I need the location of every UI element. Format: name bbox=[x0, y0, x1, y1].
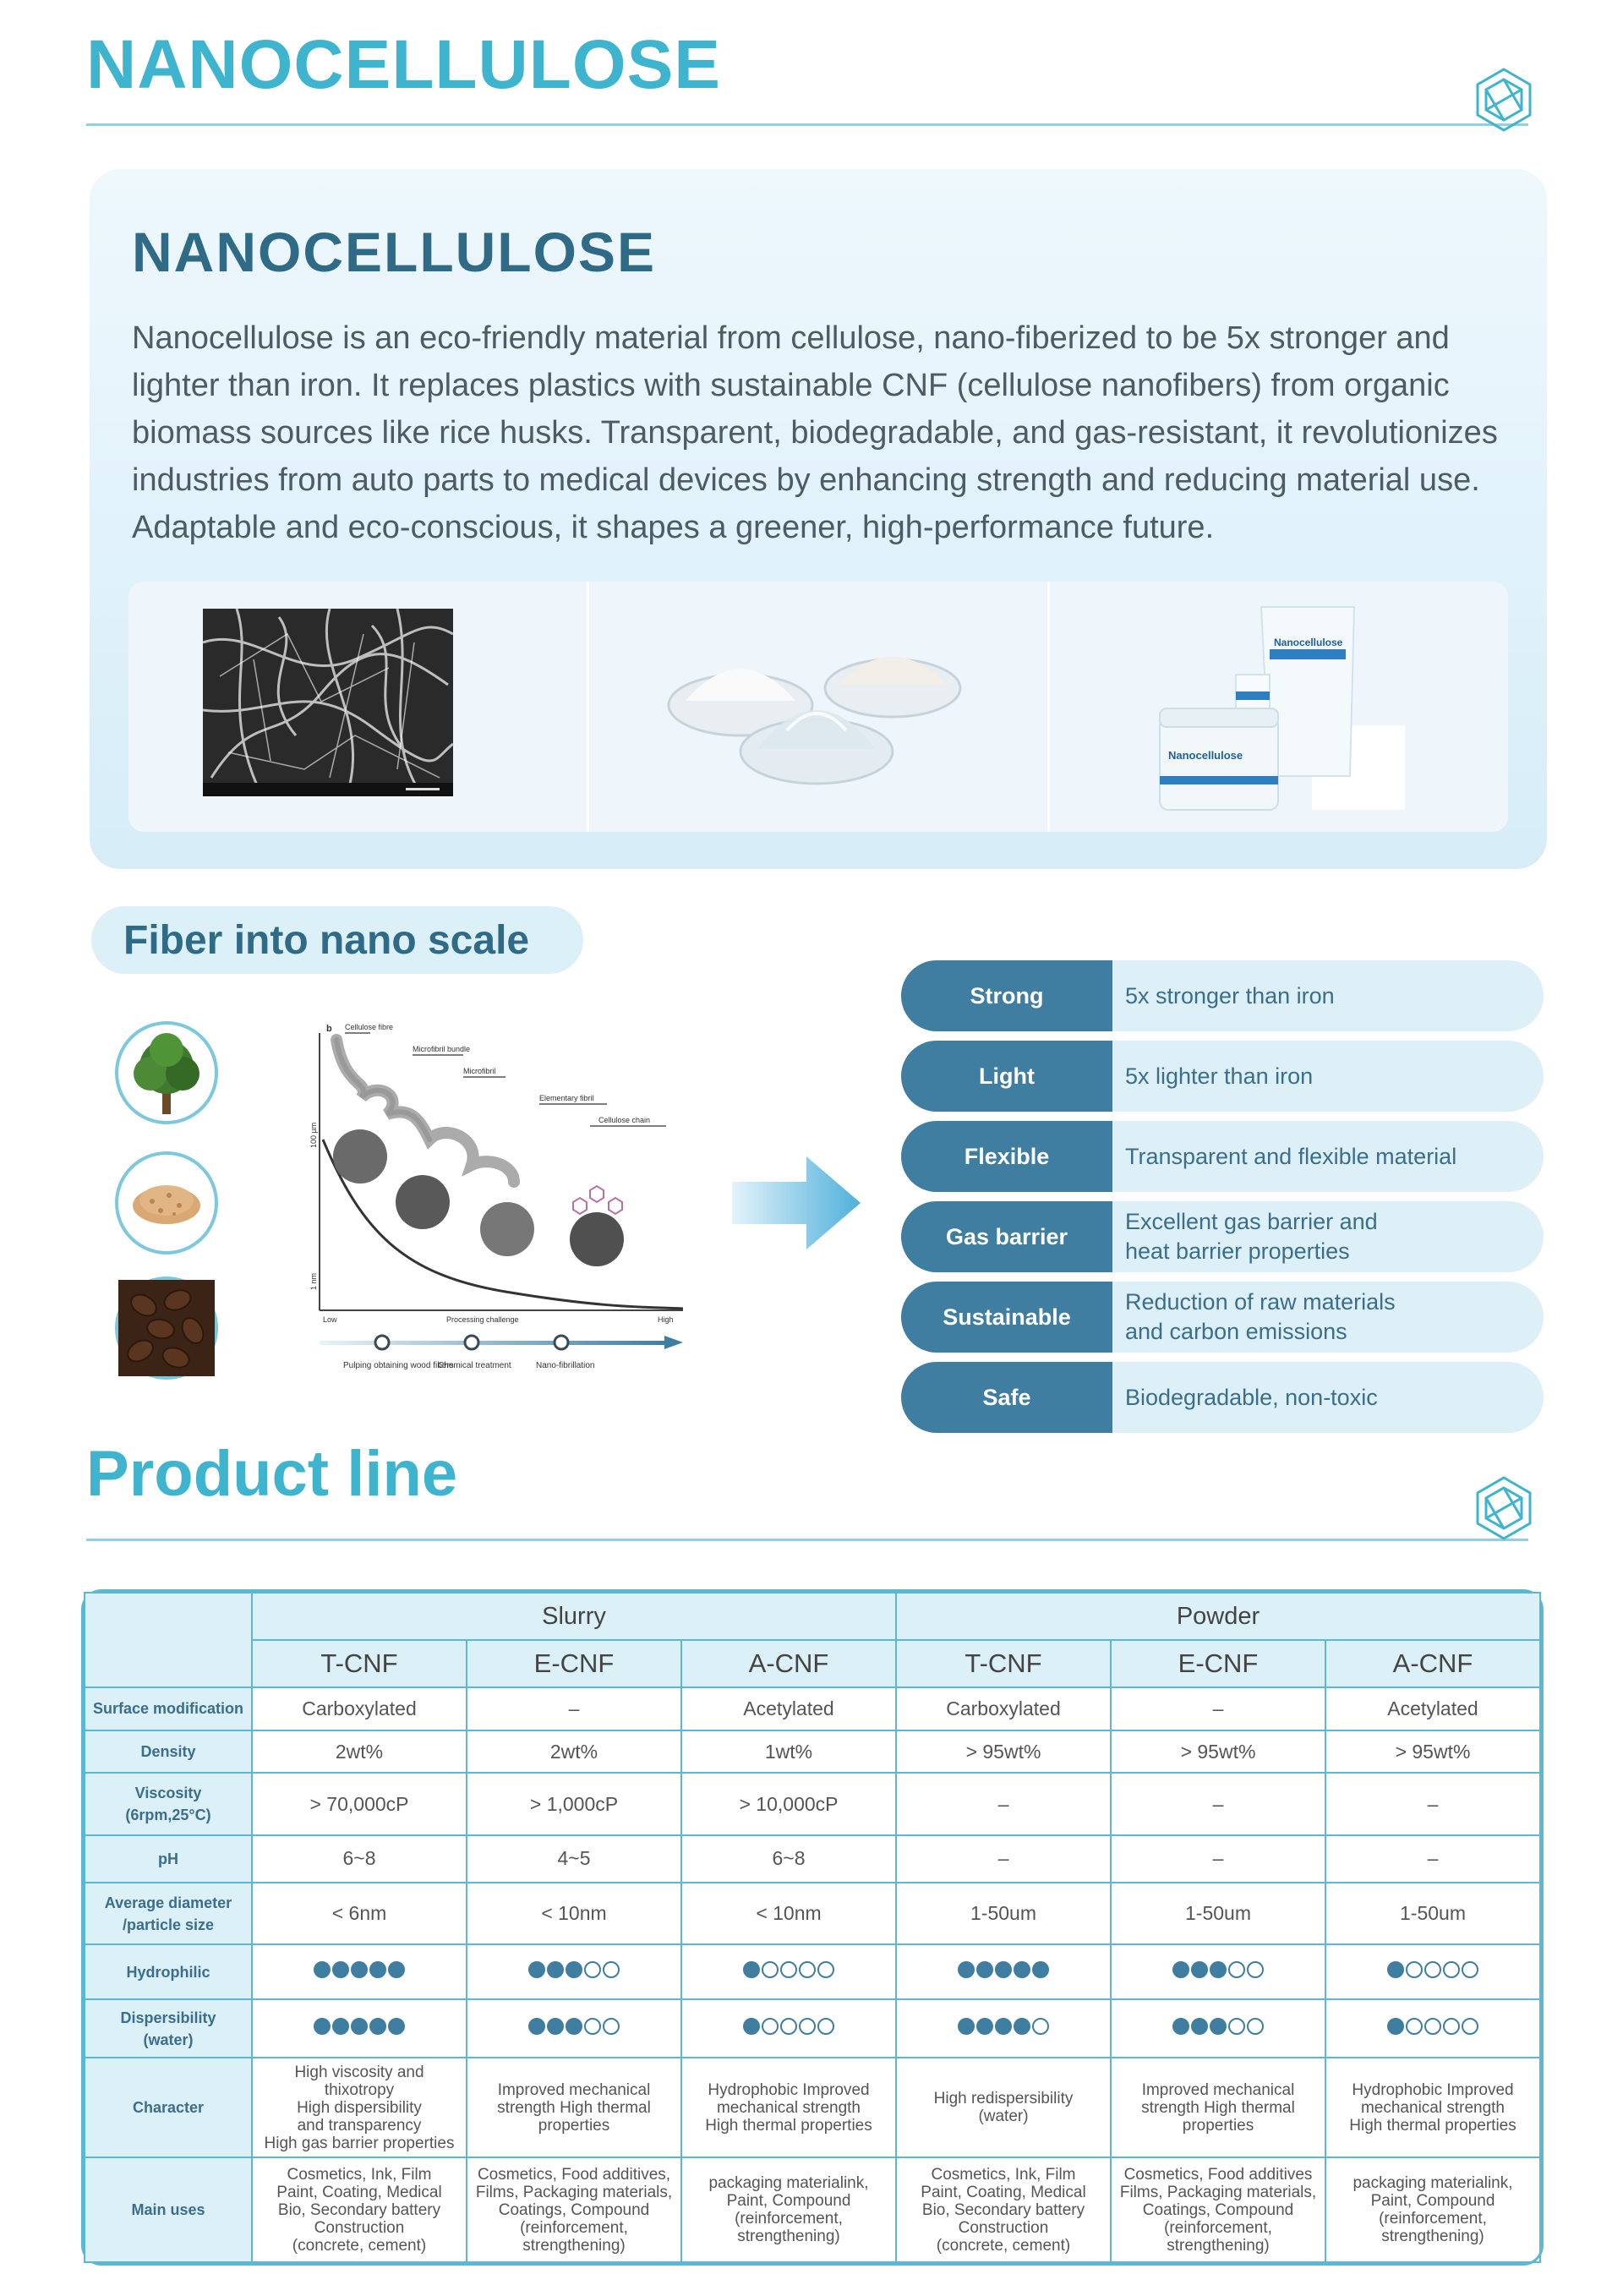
column-header: A-CNF bbox=[681, 1640, 896, 1687]
rating-cell bbox=[1111, 1944, 1325, 1999]
table-cell: Hydrophobic Improved mechanical strength High thermal properties bbox=[681, 2058, 896, 2157]
table-cell: Carboxylated bbox=[252, 1687, 467, 1730]
rating-dot-filled bbox=[995, 2018, 1012, 2035]
table-cell: Cosmetics, Food additives Films, Packaging materials, Coatings, Compound (reinforcement, strengthening) bbox=[1111, 2157, 1325, 2262]
rating-dot-filled bbox=[958, 1961, 975, 1978]
table-cell: 2wt% bbox=[467, 1730, 681, 1774]
table-row bbox=[85, 1999, 1540, 2058]
rating-dot-filled bbox=[314, 2018, 331, 2035]
rating-dot-filled bbox=[528, 1961, 545, 1978]
table-row bbox=[85, 1730, 1540, 1774]
rating-cell bbox=[467, 1999, 681, 2058]
table-row bbox=[85, 1944, 1540, 1999]
rating-cell bbox=[1111, 1999, 1325, 2058]
table-cell: 4~5 bbox=[467, 1835, 681, 1883]
rating-dot-filled bbox=[976, 1961, 993, 1978]
table-cell: – bbox=[1111, 1835, 1325, 1883]
rating-dot-filled bbox=[1172, 2018, 1189, 2035]
rating-dot-empty bbox=[817, 2018, 834, 2035]
page-title: NANOCELLULOSE bbox=[86, 26, 721, 103]
rating-dot-filled bbox=[976, 2018, 993, 2035]
hydrophilic-rating bbox=[1387, 1961, 1478, 1978]
rating-dot-filled bbox=[314, 1961, 331, 1978]
rating-dot-filled bbox=[332, 2018, 349, 2035]
property-description: Reduction of raw materials and carbon emissions bbox=[1125, 1289, 1396, 1344]
table-cell: 1-50um bbox=[896, 1883, 1111, 1944]
row-header: Viscosity (6rpm,25°C) bbox=[85, 1773, 252, 1834]
table-cell: 6~8 bbox=[681, 1835, 896, 1883]
property-list bbox=[901, 960, 1544, 1442]
property-description: Biodegradable, non-toxic bbox=[1125, 1384, 1378, 1410]
rating-cell bbox=[681, 1944, 896, 1999]
diagram-panel-letter: b bbox=[326, 1024, 332, 1034]
table-cell: packaging materialink, Paint, Compound (reinforcement, strengthening) bbox=[1325, 2157, 1540, 2262]
rating-dot-empty bbox=[817, 1961, 834, 1978]
table-cell: 6~8 bbox=[252, 1835, 467, 1883]
rating-cell bbox=[252, 1944, 467, 1999]
product-line-title: Product line bbox=[86, 1438, 458, 1510]
step-pulping: Pulping obtaining wood fibers bbox=[343, 1361, 454, 1370]
dispersibility-rating bbox=[314, 2018, 405, 2035]
rating-dot-filled bbox=[388, 2018, 405, 2035]
rating-dot-empty bbox=[1032, 2018, 1049, 2035]
image-strip bbox=[128, 582, 1508, 832]
table-cell: Acetylated bbox=[681, 1687, 896, 1730]
table-cell: – bbox=[896, 1835, 1111, 1883]
rating-dot-filled bbox=[547, 1961, 564, 1978]
table-cell: High viscosity and thixotropy High dispersibility and transparency High gas barrier properties bbox=[252, 2058, 467, 2157]
rating-dot-filled bbox=[995, 1961, 1012, 1978]
property-label: Strong bbox=[901, 960, 1112, 1031]
column-header: T-CNF bbox=[896, 1640, 1111, 1687]
rating-dot-filled bbox=[528, 2018, 545, 2035]
row-header: Dispersibility (water) bbox=[85, 1999, 252, 2058]
rating-dot-filled bbox=[1387, 2018, 1404, 2035]
rating-dot-filled bbox=[566, 2018, 582, 2035]
rating-dot-empty bbox=[762, 2018, 779, 2035]
diagram-label-0: Cellulose fibre bbox=[345, 1023, 394, 1031]
product-packaging-image bbox=[1050, 582, 1508, 832]
rating-dot-empty bbox=[1247, 1961, 1264, 1978]
dispersibility-rating bbox=[743, 2018, 834, 2035]
rating-dot-empty bbox=[762, 1961, 779, 1978]
rating-dot-filled bbox=[1210, 1961, 1227, 1978]
hydrophilic-rating bbox=[1172, 1961, 1264, 1978]
hydrophilic-rating bbox=[528, 1961, 620, 1978]
table-cell: < 6nm bbox=[252, 1883, 467, 1944]
table-corner bbox=[85, 1593, 252, 1687]
table-cell: Cosmetics, Ink, Film Paint, Coating, Medical Bio, Secondary battery Construction (concrete, cement) bbox=[896, 2157, 1111, 2262]
table-cell: > 1,000cP bbox=[467, 1773, 681, 1834]
rating-dot-filled bbox=[1387, 1961, 1404, 1978]
rating-dot-empty bbox=[584, 2018, 601, 2035]
table-cell: – bbox=[1325, 1835, 1540, 1883]
row-header: Average diameter /particle size bbox=[85, 1883, 252, 1944]
table-row bbox=[85, 1773, 1540, 1834]
table-cell: High redispersibility (water) bbox=[896, 2058, 1111, 2157]
table-row bbox=[85, 1835, 1540, 1883]
tree-image bbox=[115, 1021, 218, 1124]
row-header: Surface modification bbox=[85, 1687, 252, 1730]
table-cell: Hydrophobic Improved mechanical strength High thermal properties bbox=[1325, 2058, 1540, 2157]
diagram-label-2: Microfibril bbox=[463, 1067, 496, 1075]
rating-cell bbox=[467, 1944, 681, 1999]
hydrophilic-rating bbox=[314, 1961, 405, 1978]
rating-dot-empty bbox=[1443, 1961, 1460, 1978]
table-cell: Cosmetics, Food additives, Films, Packaging materials, Coatings, Compound (reinforcement, strengthening) bbox=[467, 2157, 681, 2262]
rating-dot-filled bbox=[369, 1961, 386, 1978]
rating-dot-empty bbox=[799, 1961, 816, 1978]
column-header: E-CNF bbox=[467, 1640, 681, 1687]
table-cell: Carboxylated bbox=[896, 1687, 1111, 1730]
diagram-x-mid: Processing challenge bbox=[446, 1315, 519, 1324]
group-header-powder: Powder bbox=[896, 1593, 1540, 1640]
property-row bbox=[901, 1282, 1544, 1353]
rating-dot-filled bbox=[566, 1961, 582, 1978]
rating-dot-empty bbox=[780, 1961, 797, 1978]
property-label: Flexible bbox=[901, 1121, 1112, 1192]
table-cell: 2wt% bbox=[252, 1730, 467, 1774]
step-nano: Nano-fibrillation bbox=[536, 1361, 595, 1370]
rating-cell bbox=[1325, 1999, 1540, 2058]
property-row bbox=[901, 960, 1544, 1031]
table-row bbox=[85, 2157, 1540, 2262]
rating-dot-filled bbox=[1191, 1961, 1208, 1978]
column-header: E-CNF bbox=[1111, 1640, 1325, 1687]
table-cell: Improved mechanical strength High thermal properties bbox=[1111, 2058, 1325, 2157]
table-cell: – bbox=[1111, 1773, 1325, 1834]
coffee-beans-image bbox=[115, 1276, 218, 1380]
rating-dot-empty bbox=[1406, 2018, 1423, 2035]
rating-dot-empty bbox=[603, 2018, 620, 2035]
table-cell: – bbox=[896, 1773, 1111, 1834]
rating-dot-empty bbox=[1443, 2018, 1460, 2035]
row-header: pH bbox=[85, 1835, 252, 1883]
rating-dot-empty bbox=[1247, 2018, 1264, 2035]
rating-dot-empty bbox=[799, 2018, 816, 2035]
fiber-section-heading: Fiber into nano scale bbox=[91, 906, 583, 974]
rating-dot-empty bbox=[584, 1961, 601, 1978]
property-label: Safe bbox=[901, 1362, 1112, 1433]
table-cell: 1wt% bbox=[681, 1730, 896, 1774]
rating-dot-filled bbox=[743, 1961, 760, 1978]
table-cell: – bbox=[1325, 1773, 1540, 1834]
intro-card bbox=[90, 169, 1547, 869]
intro-description: Nanocellulose is an eco-friendly material from cellulose, nano-fiberized to be 5x stronger and lighter than iron. It replaces plastics with sustainable CNF (cellulose nanofibers) from organic biomass sources like rice husks. Transparent, biodegradable, and gas-resistant, it revolutionizes industries from auto parts to medical devices by enhancing strength and reducing material use. Adaptable and eco-conscious, it shapes a greener, high-performance future. bbox=[132, 320, 1498, 545]
rating-dot-filled bbox=[369, 2018, 386, 2035]
column-header: T-CNF bbox=[252, 1640, 467, 1687]
row-header: Character bbox=[85, 2058, 252, 2157]
right-arrow-icon bbox=[732, 1156, 861, 1249]
diagram-label-1: Microfibril bundle bbox=[413, 1045, 471, 1053]
hydrophilic-rating bbox=[958, 1961, 1049, 1978]
rating-dot-empty bbox=[1462, 2018, 1478, 2035]
table-cell: Improved mechanical strength High thermal properties bbox=[467, 2058, 681, 2157]
row-header: Hydrophilic bbox=[85, 1944, 252, 1999]
property-description: 5x lighter than iron bbox=[1125, 1063, 1314, 1089]
table-cell: > 95wt% bbox=[1111, 1730, 1325, 1774]
table-row bbox=[85, 1687, 1540, 1730]
rating-dot-filled bbox=[351, 2018, 368, 2035]
column-header: A-CNF bbox=[1325, 1640, 1540, 1687]
rating-dot-filled bbox=[1191, 2018, 1208, 2035]
property-label: Gas barrier bbox=[901, 1201, 1112, 1272]
diagram-y-top: 100 µm bbox=[309, 1122, 318, 1148]
table-cell: < 10nm bbox=[681, 1883, 896, 1944]
rating-dot-filled bbox=[388, 1961, 405, 1978]
bag-label: Nanocellulose bbox=[1274, 637, 1343, 648]
rating-dot-filled bbox=[1172, 1961, 1189, 1978]
product-table bbox=[84, 1592, 1541, 2263]
hexagon-logo-icon bbox=[1473, 66, 1535, 134]
table-cell: > 70,000cP bbox=[252, 1773, 467, 1834]
rating-dot-empty bbox=[1228, 2018, 1245, 2035]
rating-dot-empty bbox=[1424, 2018, 1441, 2035]
rating-dot-filled bbox=[743, 2018, 760, 2035]
rating-dot-empty bbox=[1406, 1961, 1423, 1978]
dispersibility-rating bbox=[958, 2018, 1049, 2035]
hydrophilic-rating bbox=[743, 1961, 834, 1978]
table-cell: 1-50um bbox=[1325, 1883, 1540, 1944]
table-cell: Cosmetics, Ink, Film Paint, Coating, Medical Bio, Secondary battery Construction (concrete, cement) bbox=[252, 2157, 467, 2262]
rating-cell bbox=[896, 1944, 1111, 1999]
fiber-processing-diagram bbox=[311, 1021, 691, 1410]
rating-dot-filled bbox=[1032, 1961, 1049, 1978]
rating-dot-empty bbox=[1228, 1961, 1245, 1978]
rating-dot-filled bbox=[958, 2018, 975, 2035]
property-row bbox=[901, 1121, 1544, 1192]
rating-dot-filled bbox=[351, 1961, 368, 1978]
table-cell: < 10nm bbox=[467, 1883, 681, 1944]
table-cell: > 10,000cP bbox=[681, 1773, 896, 1834]
table-cell: – bbox=[1111, 1687, 1325, 1730]
property-description: Transparent and flexible material bbox=[1125, 1143, 1457, 1169]
sem-micrograph-image bbox=[128, 582, 589, 832]
rating-dot-empty bbox=[603, 1961, 620, 1978]
diagram-label-3: Elementary fibril bbox=[539, 1094, 594, 1102]
rating-cell bbox=[1325, 1944, 1540, 1999]
step-chemical: Chemical treatment bbox=[438, 1361, 511, 1370]
property-row bbox=[901, 1041, 1544, 1112]
header-divider bbox=[86, 123, 1528, 126]
property-row bbox=[901, 1362, 1544, 1433]
table-cell: 1-50um bbox=[1111, 1883, 1325, 1944]
table-cell: – bbox=[467, 1687, 681, 1730]
property-label: Light bbox=[901, 1041, 1112, 1112]
table-row bbox=[85, 1883, 1540, 1944]
table-cell: packaging materialink, Paint, Compound (reinforcement, strengthening) bbox=[681, 2157, 896, 2262]
product-table-frame bbox=[81, 1589, 1544, 2266]
row-header: Main uses bbox=[85, 2157, 252, 2262]
rating-dot-filled bbox=[1014, 1961, 1030, 1978]
rating-cell bbox=[252, 1999, 467, 2058]
table-cell: > 95wt% bbox=[896, 1730, 1111, 1774]
rating-dot-empty bbox=[1462, 1961, 1478, 1978]
wood-chips-image bbox=[115, 1151, 218, 1255]
intro-heading: NANOCELLULOSE bbox=[132, 221, 656, 283]
property-description: Excellent gas barrier and heat barrier properties bbox=[1125, 1209, 1378, 1264]
group-header-slurry: Slurry bbox=[252, 1593, 896, 1640]
rating-dot-empty bbox=[780, 2018, 797, 2035]
rating-dot-filled bbox=[1210, 2018, 1227, 2035]
rating-cell bbox=[681, 1999, 896, 2058]
table-row bbox=[85, 2058, 1540, 2157]
rating-dot-filled bbox=[1014, 2018, 1030, 2035]
diagram-x-low: Low bbox=[323, 1315, 337, 1324]
powder-bowls-image bbox=[589, 582, 1050, 832]
rating-dot-filled bbox=[332, 1961, 349, 1978]
diagram-label-4: Cellulose chain bbox=[598, 1116, 651, 1124]
dispersibility-rating bbox=[528, 2018, 620, 2035]
property-row bbox=[901, 1201, 1544, 1272]
rating-dot-filled bbox=[547, 2018, 564, 2035]
diagram-y-bottom: 1 nm bbox=[309, 1272, 318, 1290]
row-header: Density bbox=[85, 1730, 252, 1774]
diagram-x-high: High bbox=[658, 1315, 674, 1324]
property-description: 5x stronger than iron bbox=[1125, 982, 1335, 1009]
rating-cell bbox=[896, 1999, 1111, 2058]
product-line-divider bbox=[86, 1539, 1528, 1541]
table-cell: Acetylated bbox=[1325, 1687, 1540, 1730]
dispersibility-rating bbox=[1387, 2018, 1478, 2035]
hexagon-logo-icon bbox=[1473, 1474, 1535, 1542]
table-cell: > 95wt% bbox=[1325, 1730, 1540, 1774]
jar-label: Nanocellulose bbox=[1168, 749, 1243, 762]
dispersibility-rating bbox=[1172, 2018, 1264, 2035]
rating-dot-empty bbox=[1424, 1961, 1441, 1978]
property-label: Sustainable bbox=[901, 1282, 1112, 1353]
